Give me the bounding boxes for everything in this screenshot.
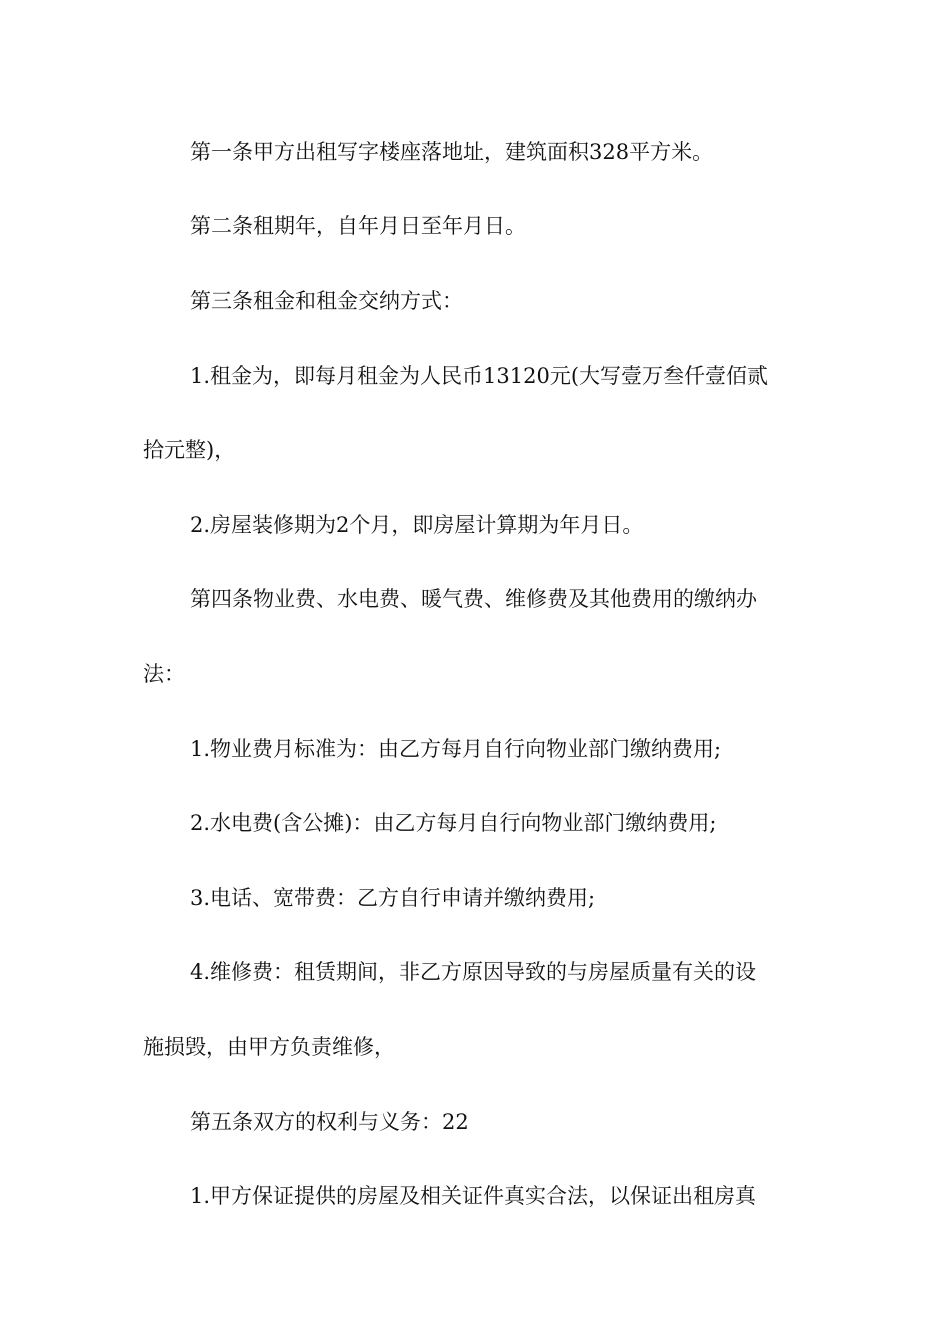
paragraph-line: 2.水电费(含公摊)：由乙方每月自行向物业部门缴纳费用; bbox=[190, 811, 717, 835]
paragraph-line: 2.房屋装修期为2个月，即房屋计算期为年月日。 bbox=[190, 513, 644, 537]
paragraph-line: 法： bbox=[143, 662, 185, 686]
paragraph-line: 第五条双方的权利与义务：22 bbox=[190, 1110, 469, 1134]
paragraph-line: 第三条租金和租金交纳方式： bbox=[190, 289, 463, 313]
paragraph-line: 1.物业费月标准为：由乙方每月自行向物业部门缴纳费用; bbox=[190, 737, 722, 761]
paragraph-line: 1.甲方保证提供的房屋及相关证件真实合法，以保证出租房真 bbox=[190, 1184, 757, 1208]
paragraph-line: 第四条物业费、水电费、暖气费、维修费及其他费用的缴纳办 bbox=[190, 587, 757, 611]
paragraph-line: 4.维修费：租赁期间，非乙方原因导致的与房屋质量有关的设 bbox=[190, 960, 757, 984]
paragraph-line: 1.租金为，即每月租金为人民币13120元(大写壹万叁仟壹佰贰 bbox=[190, 364, 769, 388]
paragraph-line: 第二条租期年，自年月日至年月日。 bbox=[190, 214, 526, 238]
paragraph-line: 3.电话、宽带费：乙方自行申请并缴纳费用; bbox=[190, 886, 596, 910]
paragraph-line: 施损毁，由甲方负责维修， bbox=[143, 1035, 395, 1059]
paragraph-line: 第一条甲方出租写字楼座落地址，建筑面积328平方米。 bbox=[190, 140, 714, 164]
paragraph-line: 拾元整)， bbox=[143, 438, 236, 462]
